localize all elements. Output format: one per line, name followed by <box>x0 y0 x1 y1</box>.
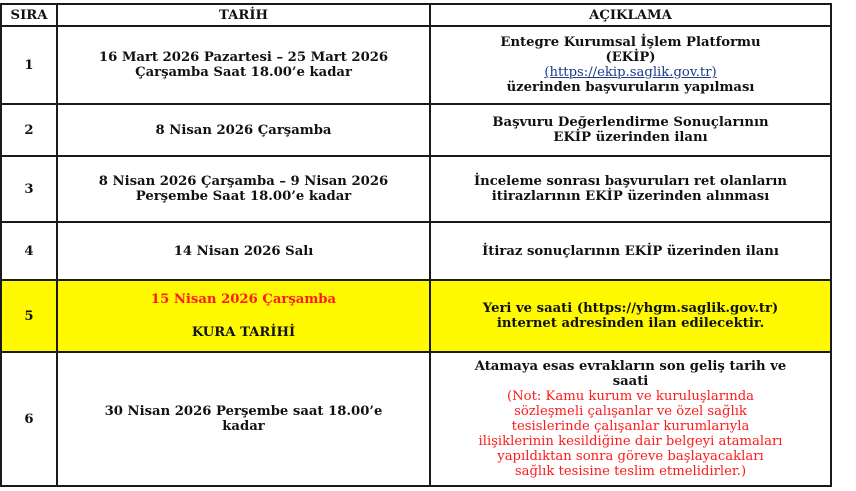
row-number: 4 <box>1 222 57 280</box>
note-line: sağlık tesisine teslim etmelidirler.) <box>514 464 747 479</box>
row-number: 3 <box>1 156 57 222</box>
row-description <box>430 352 831 486</box>
table-row <box>1 26 831 104</box>
desc-line: Başvuru Değerlendirme Sonuçlarının <box>492 115 769 130</box>
date-line: 15 Nisan 2026 Çarşamba <box>150 292 337 307</box>
row-description <box>430 26 831 104</box>
row-date <box>57 280 430 352</box>
note-line: yapıldıktan sonra göreve başlayacakları <box>497 449 764 464</box>
note-line: ilişiklerinin kesildiğine dair belgeyi atamaları <box>478 434 783 449</box>
row-date <box>57 104 430 156</box>
table-row <box>1 156 831 222</box>
desc-line: Atamaya esas evrakların son geliş tarih ve <box>474 359 787 374</box>
date-line: 14 Nisan 2026 Salı <box>173 243 314 259</box>
row-number: 5 <box>1 280 57 352</box>
header-aciklama: AÇIKLAMA <box>430 4 831 26</box>
row-date <box>57 222 430 280</box>
date-line: 8 Nisan 2026 Çarşamba – 9 Nisan 2026 <box>98 174 389 189</box>
desc-line: internet adresinden ilan edilecektir. <box>496 316 765 331</box>
desc-line: Yeri ve saati (https://yhgm.saglik.gov.tr) <box>482 301 779 316</box>
desc-line: itirazlarının EKİP üzerinden alınması <box>491 189 770 204</box>
row-number: 1 <box>1 26 57 104</box>
note-line: (Not: Kamu kurum ve kuruluşlarında <box>506 389 755 404</box>
ekip-link[interactable]: (https://ekip.saglik.gov.tr) <box>544 65 717 80</box>
header-tarih: TARİH <box>57 4 430 26</box>
desc-line: üzerinden başvuruların yapılması <box>506 80 755 95</box>
desc-line: saati <box>612 374 649 389</box>
note-line: sözleşmeli çalışanlar ve özel sağlık <box>514 404 747 419</box>
table-row <box>1 352 831 486</box>
table-row <box>1 104 831 156</box>
schedule-table <box>0 3 832 487</box>
kura-label: KURA TARİHİ <box>191 325 296 340</box>
date-line: Perşembe Saat 18.00’e kadar <box>135 189 352 204</box>
desc-line: EKİP üzerinden ilanı <box>553 130 708 145</box>
date-line: 30 Nisan 2026 Perşembe saat 18.00’e <box>104 404 383 419</box>
header-sira: SIRA <box>1 4 57 26</box>
row-number: 6 <box>1 352 57 486</box>
desc-line: İnceleme sonrası başvuruları ret olanların <box>474 174 787 189</box>
row-description <box>430 104 831 156</box>
date-line: 8 Nisan 2026 Çarşamba <box>155 122 332 138</box>
desc-line: (EKİP) <box>605 50 656 65</box>
row-number: 2 <box>1 104 57 156</box>
row-description <box>430 280 831 352</box>
row-description <box>430 222 831 280</box>
note-line: tesislerinde çalışanlar kurumlarıyla <box>511 419 750 434</box>
table-row-highlighted <box>1 280 831 352</box>
date-line: 16 Mart 2026 Pazartesi – 25 Mart 2026 <box>98 50 389 65</box>
row-description <box>430 156 831 222</box>
row-date <box>57 156 430 222</box>
row-date <box>57 352 430 486</box>
date-line: Çarşamba Saat 18.00’e kadar <box>135 65 352 80</box>
table-row <box>1 222 831 280</box>
date-line: kadar <box>222 419 265 434</box>
desc-line: İtiraz sonuçlarının EKİP üzerinden ilanı <box>482 243 779 259</box>
desc-line: Entegre Kurumsal İşlem Platformu <box>500 35 761 50</box>
row-date <box>57 26 430 104</box>
table-header-row <box>1 4 831 26</box>
